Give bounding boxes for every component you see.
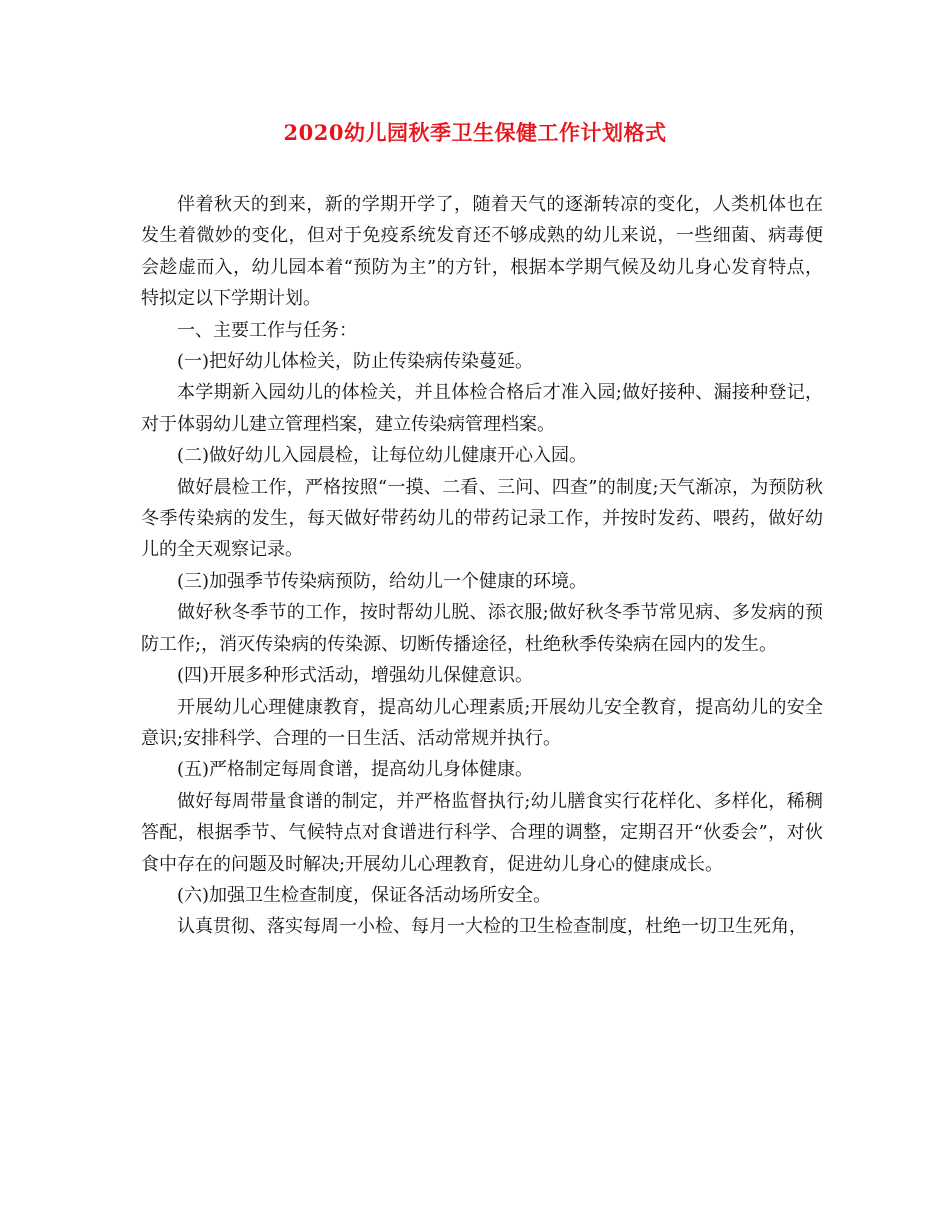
document-title: 2020幼儿园秋季卫生保健工作计划格式 bbox=[283, 120, 667, 145]
subheading-3: (三)加强季节传染病预防，给幼儿一个健康的环境。 bbox=[177, 570, 588, 592]
document-body bbox=[141, 189, 823, 943]
paragraph-5: 做好每周带量食谱的制定，并严格监督执行;幼儿膳食实行花样化、多样化，稀稠答配，根据季节、气候特点对食谱进行科学、合理的调整，定期召开“伙委会”，对伙食中存在的问题及时解决;开展幼儿心理教育，促进幼儿身心的健康成长。 bbox=[141, 790, 823, 875]
section-heading-main-tasks: 一、主要工作与任务： bbox=[177, 319, 357, 341]
paragraph-4: 开展幼儿心理健康教育，提高幼儿心理素质;开展幼儿安全教育，提高幼儿的安全意识;安排科学、合理的一日生活、活动常规并执行。 bbox=[141, 696, 823, 749]
subheading-5: (五)严格制定每周食谱，提高幼儿身体健康。 bbox=[177, 759, 534, 781]
paragraph-3: 做好秋冬季节的工作，按时帮幼儿脱、添衣服;做好秋冬季节常见病、多发病的预防工作;，消灭传染病的传染源、切断传播途径，杜绝秋季传染病在园内的发生。 bbox=[141, 602, 823, 655]
paragraph-2: 做好晨检工作，严格按照“一摸、二看、三问、四查”的制度;天气渐凉，为预防秋冬季传染病的发生，每天做好带药幼儿的带药记录工作，并按时发药、喂药，做好幼儿的全天观察记录。 bbox=[141, 476, 823, 561]
subheading-2: (二)做好幼儿入园晨检，让每位幼儿健康开心入园。 bbox=[177, 445, 588, 467]
paragraph-1: 本学期新入园幼儿的体检关，并且体检合格后才准入园;做好接种、漏接种登记，对于体弱幼儿建立管理档案，建立传染病管理档案。 bbox=[141, 382, 823, 435]
subheading-4: (四)开展多种形式活动，增强幼儿保健意识。 bbox=[177, 665, 534, 687]
subheading-6: (六)加强卫生检查制度，保证各活动场所安全。 bbox=[177, 884, 552, 906]
paragraph-6: 认真贯彻、落实每周一小检、每月一大检的卫生检查制度，杜绝一切卫生死角， bbox=[177, 916, 807, 938]
subheading-1: (一)把好幼儿体检关，防止传染病传染蔓延。 bbox=[177, 351, 534, 373]
paragraph-intro: 伴着秋天的到来，新的学期开学了，随着天气的逐渐转凉的变化，人类机体也在发生着微妙的变化，但对于免疫系统发育还不够成熟的幼儿来说，一些细菌、病毒便会趁虚而入，幼儿园本着“预防为主”的方针，根据本学期气候及幼儿身心发育特点，特拟定以下学期计划。 bbox=[141, 194, 823, 310]
